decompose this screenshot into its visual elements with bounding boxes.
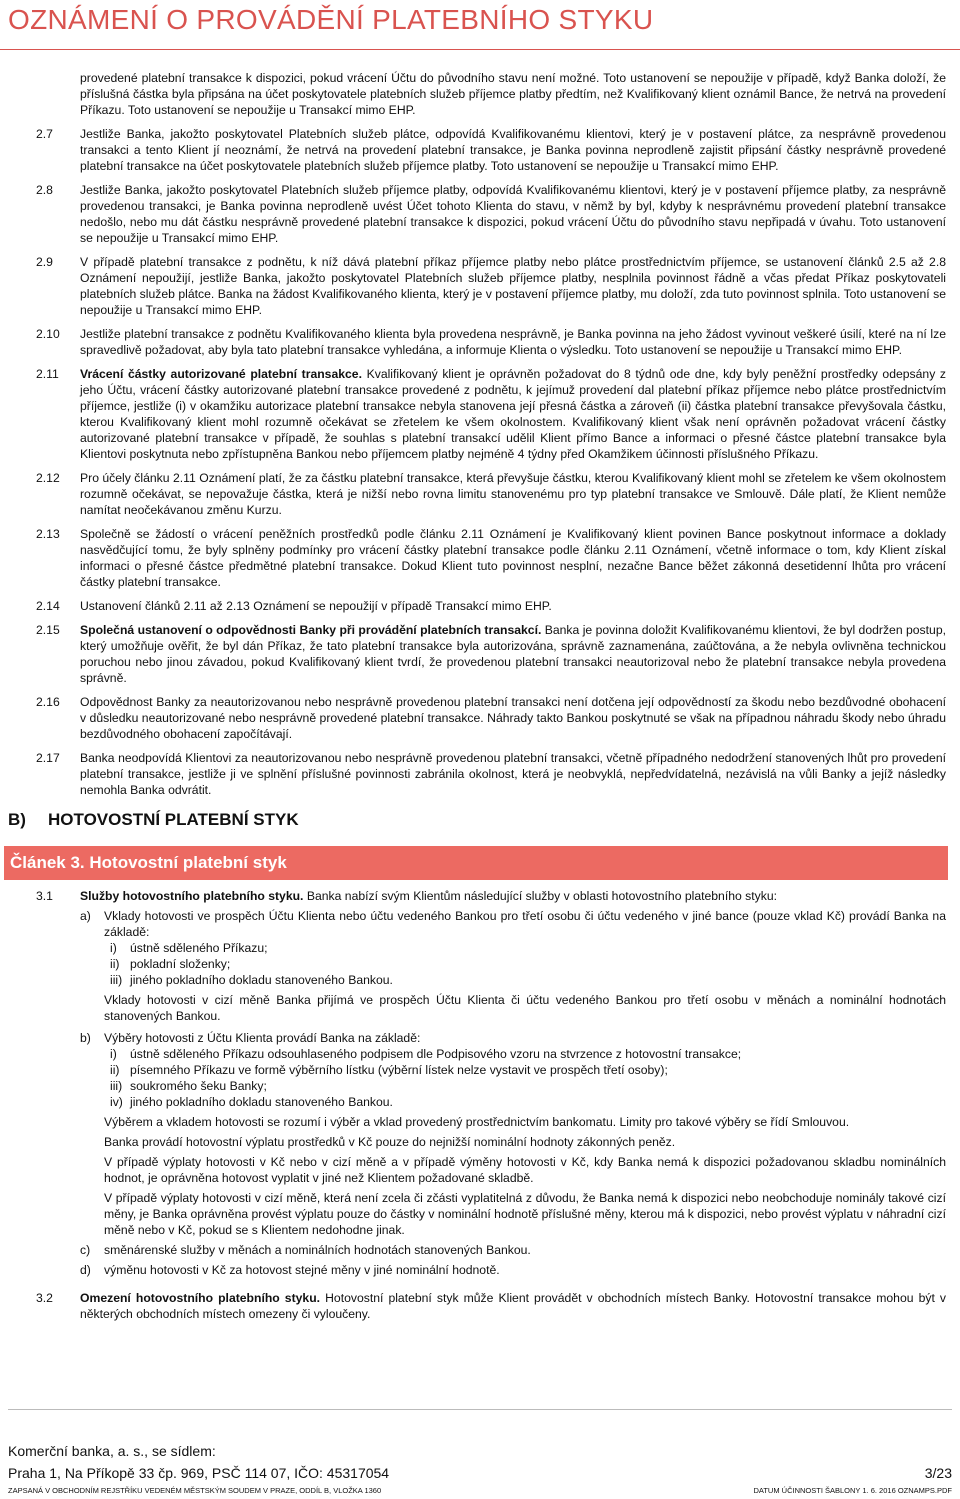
clause-body (80, 182, 946, 246)
sub-item-text: Vklady hotovosti ve prospěch Účtu Klienta nebo účtu vedeného Bankou pro třetí osobu či účtu vedeného v jiné bance (pouze vklad Kč) provádí Banka na základě: (104, 909, 946, 939)
clause-2-12 (0, 470, 960, 518)
clause-body (80, 326, 946, 358)
section-letter: B) (8, 810, 26, 829)
clause-title: Omezení hotovostního platebního styku. (80, 1291, 321, 1305)
clause-number: 2.15 (36, 623, 60, 637)
clause-title: Společná ustanovení o odpovědnosti Banky při provádění platebních transakcí. (80, 623, 542, 637)
section-heading (0, 812, 960, 834)
clause-2-10 (0, 326, 960, 358)
clause-title: Vrácení částky autorizované platební transakce. (80, 367, 362, 381)
roman-text: jiného pokladního dokladu stanoveného Bankou. (130, 1095, 393, 1109)
clause-number: 3.1 (36, 889, 53, 903)
clause-title: Služby hotovostního platebního styku. (80, 889, 304, 903)
clause-number: 2.10 (36, 327, 60, 341)
page-number: 3/23 (924, 1465, 952, 1481)
clause-number: 2.14 (36, 599, 60, 613)
roman-text: písemného Příkazu ve formě výběrního lístku (výběrní lístek nelze vystavit ve prospěch třetí osoby); (130, 1063, 668, 1077)
clause-number: 2.13 (36, 527, 60, 541)
lead-paragraph: provedené platební transakce k dispozici, pokud vrácení Účtu do původního stavu není možné. Toto ustanovení se nepoužije v případě, když Banka doloží, že příslušná částka byla připsána na účet poskytovatele platebních služeb příjemce platby předtím, než Kvalifikovaný klient oznámil Bance, že netrvá na provedení Příkazu. Toto ustanovení se nepoužije u Transakcí mimo EHP. (80, 71, 946, 117)
title-divider (0, 49, 960, 50)
sub-note: Výběrem a vkladem hotovosti se rozumí i výběr a vklad provedený prostřednictvím bankomatu. Limity pro takové výběry se řídí Smlouvou. (104, 1115, 850, 1129)
clause-number: 2.16 (36, 695, 60, 709)
clause-body (80, 366, 946, 462)
sub-item-mark: b) (80, 1031, 91, 1045)
clause-body (80, 126, 946, 174)
sub-note: V případě výplaty hotovosti v Kč nebo v cizí měně a v případě výměny hotovosti v Kč, kdy Banka nemá k dispozici požadovanou skladbu nominálních hodnot, je oprávněna hotovost vyplatit v jiné než Klientem požadované skladbě. (104, 1155, 946, 1185)
clause-number: 2.8 (36, 183, 53, 197)
sub-note: Banka provádí hotovostní výplatu prostředků v Kč pouze do nejnižší nominální hodnoty zákonných peněz. (104, 1135, 676, 1149)
clause-2-8 (0, 182, 960, 246)
clause-2-11 (0, 366, 960, 462)
roman-list-b (0, 1046, 960, 1110)
roman-text: jiného pokladního dokladu stanoveného Bankou. (130, 973, 393, 987)
document-title: OZNÁMENÍ O PROVÁDĚNÍ PLATEBNÍHO STYKU (8, 4, 654, 35)
roman-text: soukromého šeku Banky; (130, 1079, 267, 1093)
clause-2-13 (0, 526, 960, 590)
footer-divider (8, 1409, 952, 1410)
clause-3-2 (0, 1290, 960, 1322)
clause-text: Banka nabízí svým Klientům následující služby v oblasti hotovostního platebního styku: (306, 889, 777, 903)
clause-text: Jestliže Banka, jakožto poskytovatel Platebních služeb příjemce platby, odpovídá Kvalifikovanému klientovi, který je v postavení příjemce platby, za nesprávně provedenou transakci, je Banka povinna neprodleně uvést Účet tohoto Klienta do stavu, v němž by byl, kdyby k nesprávnému provedení platební transakce nedošlo, nebo mu dát částku nesprávně provedené platební transakce k dispozici, pokud vrácení Účtu do původního stavu nepřipadá v úvahu. Toto ustanovení se nepoužije u Transakcí mimo EHP. (80, 183, 946, 245)
sub-item-b (0, 1030, 960, 1046)
roman-text: ústně sděleného Příkazu odsouhlaseného podpisem dle Podpisového vzoru na stvrzence z hotovostní transakce; (130, 1047, 742, 1061)
sub-item-mark: d) (80, 1263, 91, 1277)
roman-list-a (0, 940, 960, 988)
clause-text: Jestliže Banka, jakožto poskytovatel Platebních služeb plátce, odpovídá Kvalifikovanému klientovi, který je v postavení plátce, za nesprávně provedenou transakci a tento Klient jí neoznámí, že netrvá na provedení platební transakce, je Banka povinna neprodleně zajistit připsání částky nesprávně provedené platební transakce na účet poskytovatele platebních služeb příjemce platby. Toto ustanovení se nepoužije u Transakcí mimo EHP. (80, 127, 946, 173)
roman-mark: iii) (110, 973, 123, 987)
clause-text: Odpovědnost Banky za neautorizovanou nebo nesprávně provedenou platební transakci není dotčena její odpovědností za škodu nebo bezdůvodné obohacení v důsledku neautorizované nebo nesprávně provedené platební transakce. Náhrady takto Bankou poskytnuté se však na případnou náhradu škody nebo úhradu bezdůvodného obohacení započítávají. (80, 695, 946, 741)
footer-registry: ZAPSANÁ V OBCHODNÍM REJSTŘÍKU VEDENÉM MĚSTSKÝM SOUDEM V PRAZE, ODDÍL B, VLOŽKA 1360 (8, 1486, 382, 1495)
clause-2-9 (0, 254, 960, 318)
sub-item-mark: a) (80, 909, 91, 923)
sub-item-text: Výběry hotovosti z Účtu Klienta provádí Banka na základě: (104, 1031, 421, 1045)
roman-mark: ii) (110, 957, 120, 971)
sub-notes (0, 1114, 960, 1238)
clause-text: Hotovostní platební styk může Klient provádět v obchodních místech Banky. Hotovostní transakce mohou být v některých obchodních místech omezeny či vyloučeny. (80, 1291, 946, 1321)
roman-item (0, 956, 960, 972)
clause-list (0, 126, 960, 798)
clause-text: Banka neodpovídá Klientovi za neautorizovanou nebo nesprávně provedenou platební transakci, včetně případného nedodržení stanovených lhůt pro provedení platební transakce, jestliže ji ve splnění příslušné povinnosti zabránila okolnost, která je neobvyklá, nepředvídatelná, nezávislá na vůli Banky a jejíž následky nemohla Banka odvrátit. (80, 751, 946, 797)
roman-text: pokladní složenky; (130, 957, 231, 971)
roman-mark: ii) (110, 1063, 120, 1077)
clause-number: 2.11 (36, 367, 59, 381)
clause-2-7 (0, 126, 960, 174)
clause-number: 2.12 (36, 471, 60, 485)
clause-body (80, 470, 946, 518)
clause-body (80, 598, 946, 614)
roman-mark: i) (110, 1047, 117, 1061)
clause-2-17 (0, 750, 960, 798)
roman-item (0, 1094, 960, 1110)
footer-company: Komerční banka, a. s., se sídlem: (8, 1443, 216, 1459)
clause-body (80, 526, 946, 590)
roman-item (0, 972, 960, 988)
clause-text: Společně se žádostí o vrácení peněžních prostředků podle článku 2.11 Oznámení je Kvalifikovaný klient povinen Bance poskytnout informace a doklady nasvědčující tomu, že byly splněny podmínky pro vrácení částky platební transakce podle článku 2.11 Oznámení, včetně informace o tom, kdy Klient získal informaci o přesné částce předmětné platební transakce. Dokud Klient tuto povinnost nesplní, nezačne Bance běžet zákonná desetidenní lhůta pro vrácení částky platební transakce. (80, 527, 946, 589)
roman-mark: iv) (110, 1095, 123, 1109)
clause-body (80, 254, 946, 318)
clause-body (80, 622, 946, 686)
clause-body (80, 694, 946, 742)
sub-item-text: výměnu hotovosti v Kč za hotovost stejné měny v jiné nominální hodnotě. (104, 1263, 500, 1277)
sub-item-c (0, 1242, 960, 1258)
clause-text: Ustanovení článků 2.11 až 2.13 Oznámení se nepoužijí v případě Transakcí mimo EHP. (80, 599, 552, 613)
roman-item (0, 1062, 960, 1078)
clause-2-14 (0, 598, 960, 614)
sub-note: Vklady hotovosti v cizí měně Banka přijímá ve prospěch Účtu Klienta či účtu vedeného Bankou pro třetí osobu v měnách a nominální hodnotách stanovených Bankou. (104, 993, 946, 1023)
clause-number: 2.9 (36, 255, 53, 269)
roman-mark: i) (110, 941, 117, 955)
roman-text: ústně sděleného Příkazu; (130, 941, 268, 955)
roman-mark: iii) (110, 1079, 123, 1093)
roman-item (0, 940, 960, 956)
clause-body (80, 1290, 946, 1322)
footer-validity: DATUM ÚČINNOSTI ŠABLONY 1. 6. 2016 OZNAMPS.PDF (753, 1486, 952, 1495)
sub-note: V případě výplaty hotovosti v cizí měně, která není zcela či zčásti vyplatitelná z důvodu, že Banka nemá k dispozici nebo neobchoduje nominály takové cizí měny, je Banka oprávněna provést výplatu pouze do částky v nominální hodnotě příslušné měny, kterou má k dispozici, nebo provést výplatu v náhradní cizí měně nebo v Kč, pokud se s Klientem nedohodne jinak. (104, 1191, 946, 1237)
clause-body (80, 750, 946, 798)
roman-item (0, 1046, 960, 1062)
sub-item-d (0, 1262, 960, 1278)
clause-text: Banka je povinna doložit Kvalifikovanému klientovi, že byl dodržen postup, který umožňuje ověřit, že byl dán Příkaz, že tato platební transakce byla autorizována, správně zaznamenána, zaúčtována, a že nebyla ovlivněna technickou poruchou nebo jinou závadou, pokud Kvalifikovaný klient tvrdí, že provedenou platební transakci neautorizoval nebo že platební transakce nebyla provedena správně. (80, 623, 946, 685)
clause-3-1 (0, 888, 960, 904)
clause-number: 3.2 (36, 1291, 53, 1305)
clause-text: Jestliže platební transakce z podnětu Kvalifikovaného klienta byla provedena nesprávně, je Banka povinna na jeho žádost vyvinout veškeré úsilí, které na ní lze spravedlivě požadovat, aby byla tato platební transakce vyhledána, a informuje Klienta o výsledku. Toto ustanovení se nepoužije u Transakcí mimo EHP. (80, 327, 946, 357)
document-body (0, 70, 960, 1322)
sub-item-text: směnárenské služby v měnách a nominálních hodnotách stanovených Bankou. (104, 1243, 531, 1257)
roman-item (0, 1078, 960, 1094)
sub-item-mark: c) (80, 1243, 91, 1257)
clause-number: 2.17 (36, 751, 60, 765)
article-heading: Článek 3. Hotovostní platební styk (4, 846, 948, 880)
clause-text: Pro účely článku 2.11 Oznámení platí, že za částku platební transakce, která převyšuje částku, kterou Kvalifikovaný klient mohl se zřetelem ke všem okolnostem rozumně očekávat, se nepovažuje částka, která je nižší nebo rovna limitu stanovenému pro typ platební transakce ve Smlouvě. Dále platí, že Klient nemůže namítat neočekávanou změnu Kurzu. (80, 471, 946, 517)
clause-body (80, 888, 946, 904)
clause-text: Kvalifikovaný klient je oprávněn požadovat do 8 týdnů ode dne, kdy byly peněžní prostředky odepsány z jeho Účtu, vrácení částky autorizované platební transakce provedené z podnětu, k jejímuž provedení dal platební příkaz příjemce nebo plátce prostřednictvím příjemce, jestliže (i) v okamžiku autorizace platební transakce nebyla stanovena její přesná částka a zároveň (ii) částka platební transakce převyšovala částku, kterou Kvalifikovaný klient mohl rozumně očekávat se zřetelem ke všem okolnostem. Kvalifikovaný klient však není oprávněn požadovat vrácení částky autorizované platební transakce v případě, že souhlas s platební transakcí udělil Klient přímo Bance a informaci o přesné částce platební transakce byla Klientovi poskytnuta nebo zpřístupněna Bankou nebo příjemcem platby nejméně 4 týdny před Okamžikem účinnosti příslušného Příkazu. (80, 367, 946, 461)
section-title: HOTOVOSTNÍ PLATEBNÍ STYK (48, 810, 299, 829)
clause-2-16 (0, 694, 960, 742)
clause-2-15 (0, 622, 960, 686)
sub-item-a (0, 908, 960, 940)
footer-address: Praha 1, Na Příkopě 33 čp. 969, PSČ 114 07, IČO: 45317054 (8, 1465, 390, 1481)
clause-text: V případě platební transakce z podnětu, k níž dává platební příkaz příjemce platby nebo plátce prostřednictvím příjemce, se ustanovení článků 2.5 až 2.8 Oznámení nepoužijí, jestliže Banka, jakožto poskytovatel Platebních služeb příjemce platby, nesplnila povinnost řádně a včas předat Příkaz poskytovateli platebních služeb plátce. Banka na žádost Kvalifikovaného klienta, který je v postavení příjemce platby, mu doloží, zda tuto povinnost splnila. Toto ustanovení se nepoužije u Transakcí mimo EHP. (80, 255, 946, 317)
clause-number: 2.7 (36, 127, 53, 141)
